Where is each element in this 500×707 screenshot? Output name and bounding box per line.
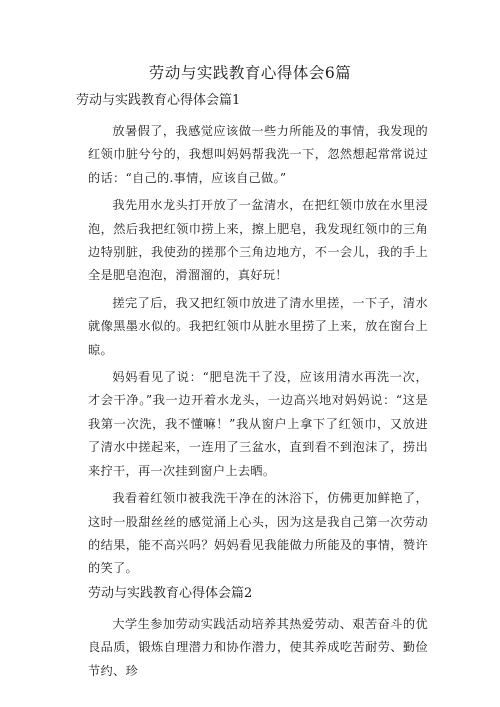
paragraph-1-2: 我先用水龙头打开放了一盆清水，在把红领巾放在水里浸泡，然后我把红领巾捞上来，擦上肥皂，我发现红领巾的三角边特别脏，我使劲的搓那个三角边地方，不一会儿，我的手上全是肥皂泡泡，滑溜溜的，真好玩！ xyxy=(88,198,428,283)
document-body xyxy=(76,92,428,687)
section-heading-2: 劳动与实践教育心得体会篇2 xyxy=(88,585,253,601)
document-title: 劳动与实践教育心得体会6篇 xyxy=(148,64,352,82)
paragraph-1-4: 妈妈看见了说：“肥皂洗干了没，应该用清水再洗一次，才会干净。”我一边开着水龙头，一边高兴地对妈妈说：“这是我第一次洗，我不懂嘛！”我从窗户上拿下了红领巾，又放进了清水中搓起来，一连用了三盆水，直到看不到泡沫了，捞出来拧干，再一次挂到窗户上去晒。 xyxy=(88,370,428,478)
paragraph-1-3: 搓完了后，我又把红领巾放进了清水里搓，一下子，清水就像黑墨水似的。我把红领巾从脏水里捞了上来，放在窗台上晾。 xyxy=(88,295,428,357)
paragraph-1-1: 放暑假了，我感觉应该做一些力所能及的事情，我发现的红领巾脏兮兮的，我想叫妈妈帮我洗一下，忽然想起常常说过的话：“自己的.事情，应该自己做。” xyxy=(88,124,428,185)
paragraph-2-1: 大学生参加劳动实践活动培养其热爱劳动、艰苦奋斗的优良品质，锻炼自理潜力和协作潜力，使其养成吃苦耐劳、勤俭节约、珍 xyxy=(88,616,428,678)
paragraph-1-5: 我看着红领巾被我洗干净在的沐浴下，仿佛更加鲜艳了，这时一股甜丝丝的感觉涌上心头，因为这是我自己第一次劳动的结果，能不高兴吗？妈妈看见我能做力所能及的事情，赞许的笑了。 xyxy=(88,491,428,576)
section-heading-1: 劳动与实践教育心得体会篇1 xyxy=(76,93,241,108)
